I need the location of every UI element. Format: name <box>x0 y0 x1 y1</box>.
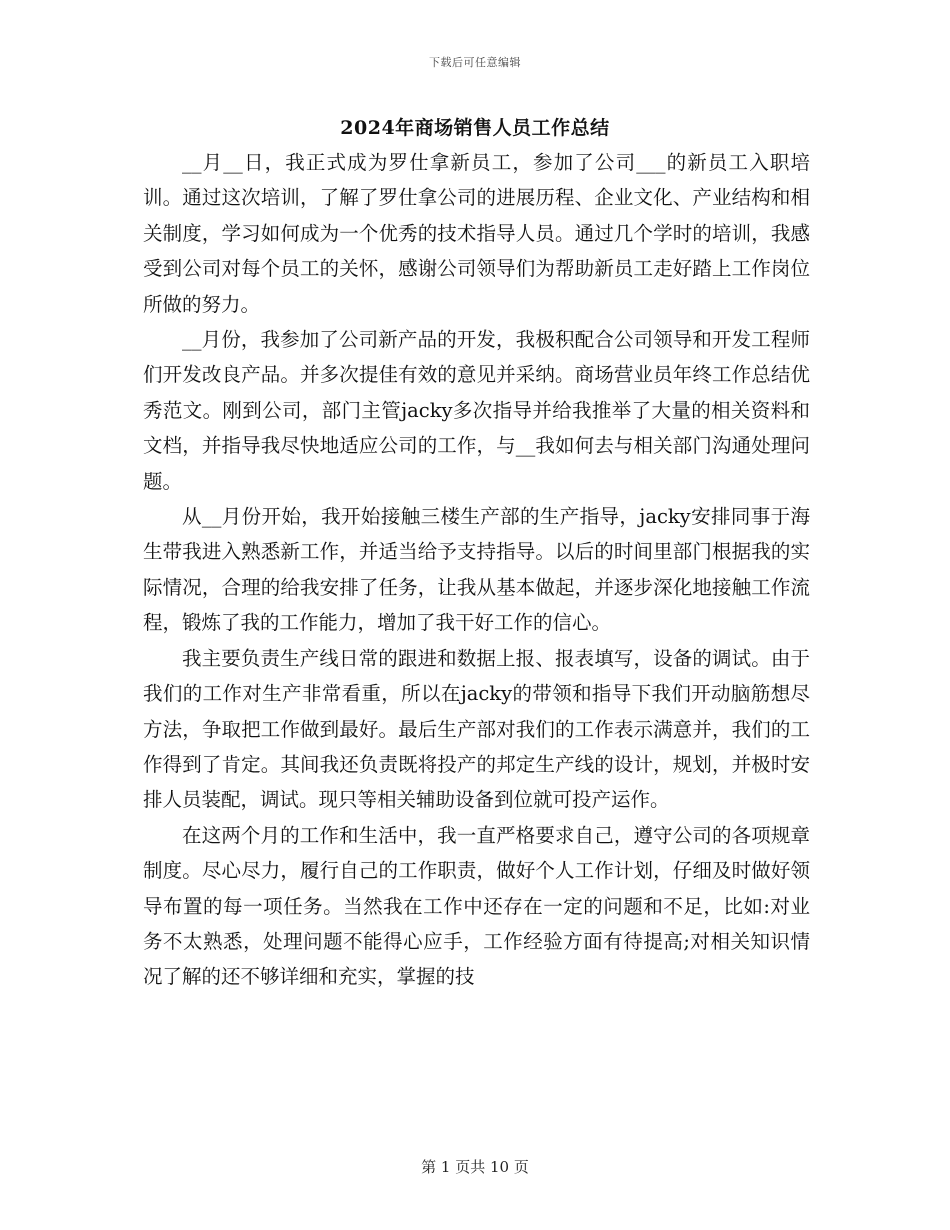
header-note: 下载后可任意编辑 <box>429 56 521 69</box>
paragraph-3: 从__月份开始，我开始接触三楼生产部的生产指导，jacky安排同事于海生带我进入熟悉新工作，并适当给予支持指导。以后的时间里部门根据我的实际情况，合理的给我安排了任务，让我从基本做起，并逐步深化地接触工作流程，锻炼了我的工作能力，增加了我干好工作的信心。 <box>143 505 810 635</box>
paragraph-1: __月__日，我正式成为罗仕拿新员工，参加了公司___的新员工入职培训。通过这次培训，了解了罗仕拿公司的进展历程、企业文化、产业结构和相关制度，学习如何成为一个优秀的技术指导人员。通过几个学时的培训，我感受到公司对每个员工的关怀，感谢公司领导们为帮助新员工走好踏上工作岗位所做的努力。 <box>143 151 810 316</box>
paragraph-2: __月份，我参加了公司新产品的开发，我极积配合公司领导和开发工程师们开发改良产品。并多次提佳有效的意见并采纳。商场营业员年终工作总结优秀范文。刚到公司，部门主管jacky多次指导并给我推举了大量的相关资料和文档，并指导我尽快地适应公司的工作，与__我如何去与相关部门沟通处理问题。 <box>143 328 810 493</box>
page-number: 第 1 页共 10 页 <box>421 1158 529 1176</box>
document-body <box>143 145 810 995</box>
document-title: 2024年商场销售人员工作总结 <box>340 117 610 139</box>
paragraph-4: 我主要负责生产线日常的跟进和数据上报、报表填写，设备的调试。由于我们的工作对生产非常看重，所以在jacky的带领和指导下我们开动脑筋想尽方法，争取把工作做到最好。最后生产部对我们的工作表示满意并，我们的工作得到了肯定。其间我还负责既将投产的邦定生产线的设计，规划，并极时安排人员装配，调试。现只等相关辅助设备到位就可投产运作。 <box>143 646 810 812</box>
paragraph-5: 在这两个月的工作和生活中，我一直严格要求自己，遵守公司的各项规章制度。尽心尽力，履行自己的工作职责，做好个人工作计划，仔细及时做好领导布置的每一项任务。当然我在工作中还存在一定的问题和不足，比如:对业务不太熟悉，处理问题不能得心应手，工作经验方面有待提高;对相关知识情况了解的还不够详细和充实，掌握的技 <box>143 823 810 989</box>
